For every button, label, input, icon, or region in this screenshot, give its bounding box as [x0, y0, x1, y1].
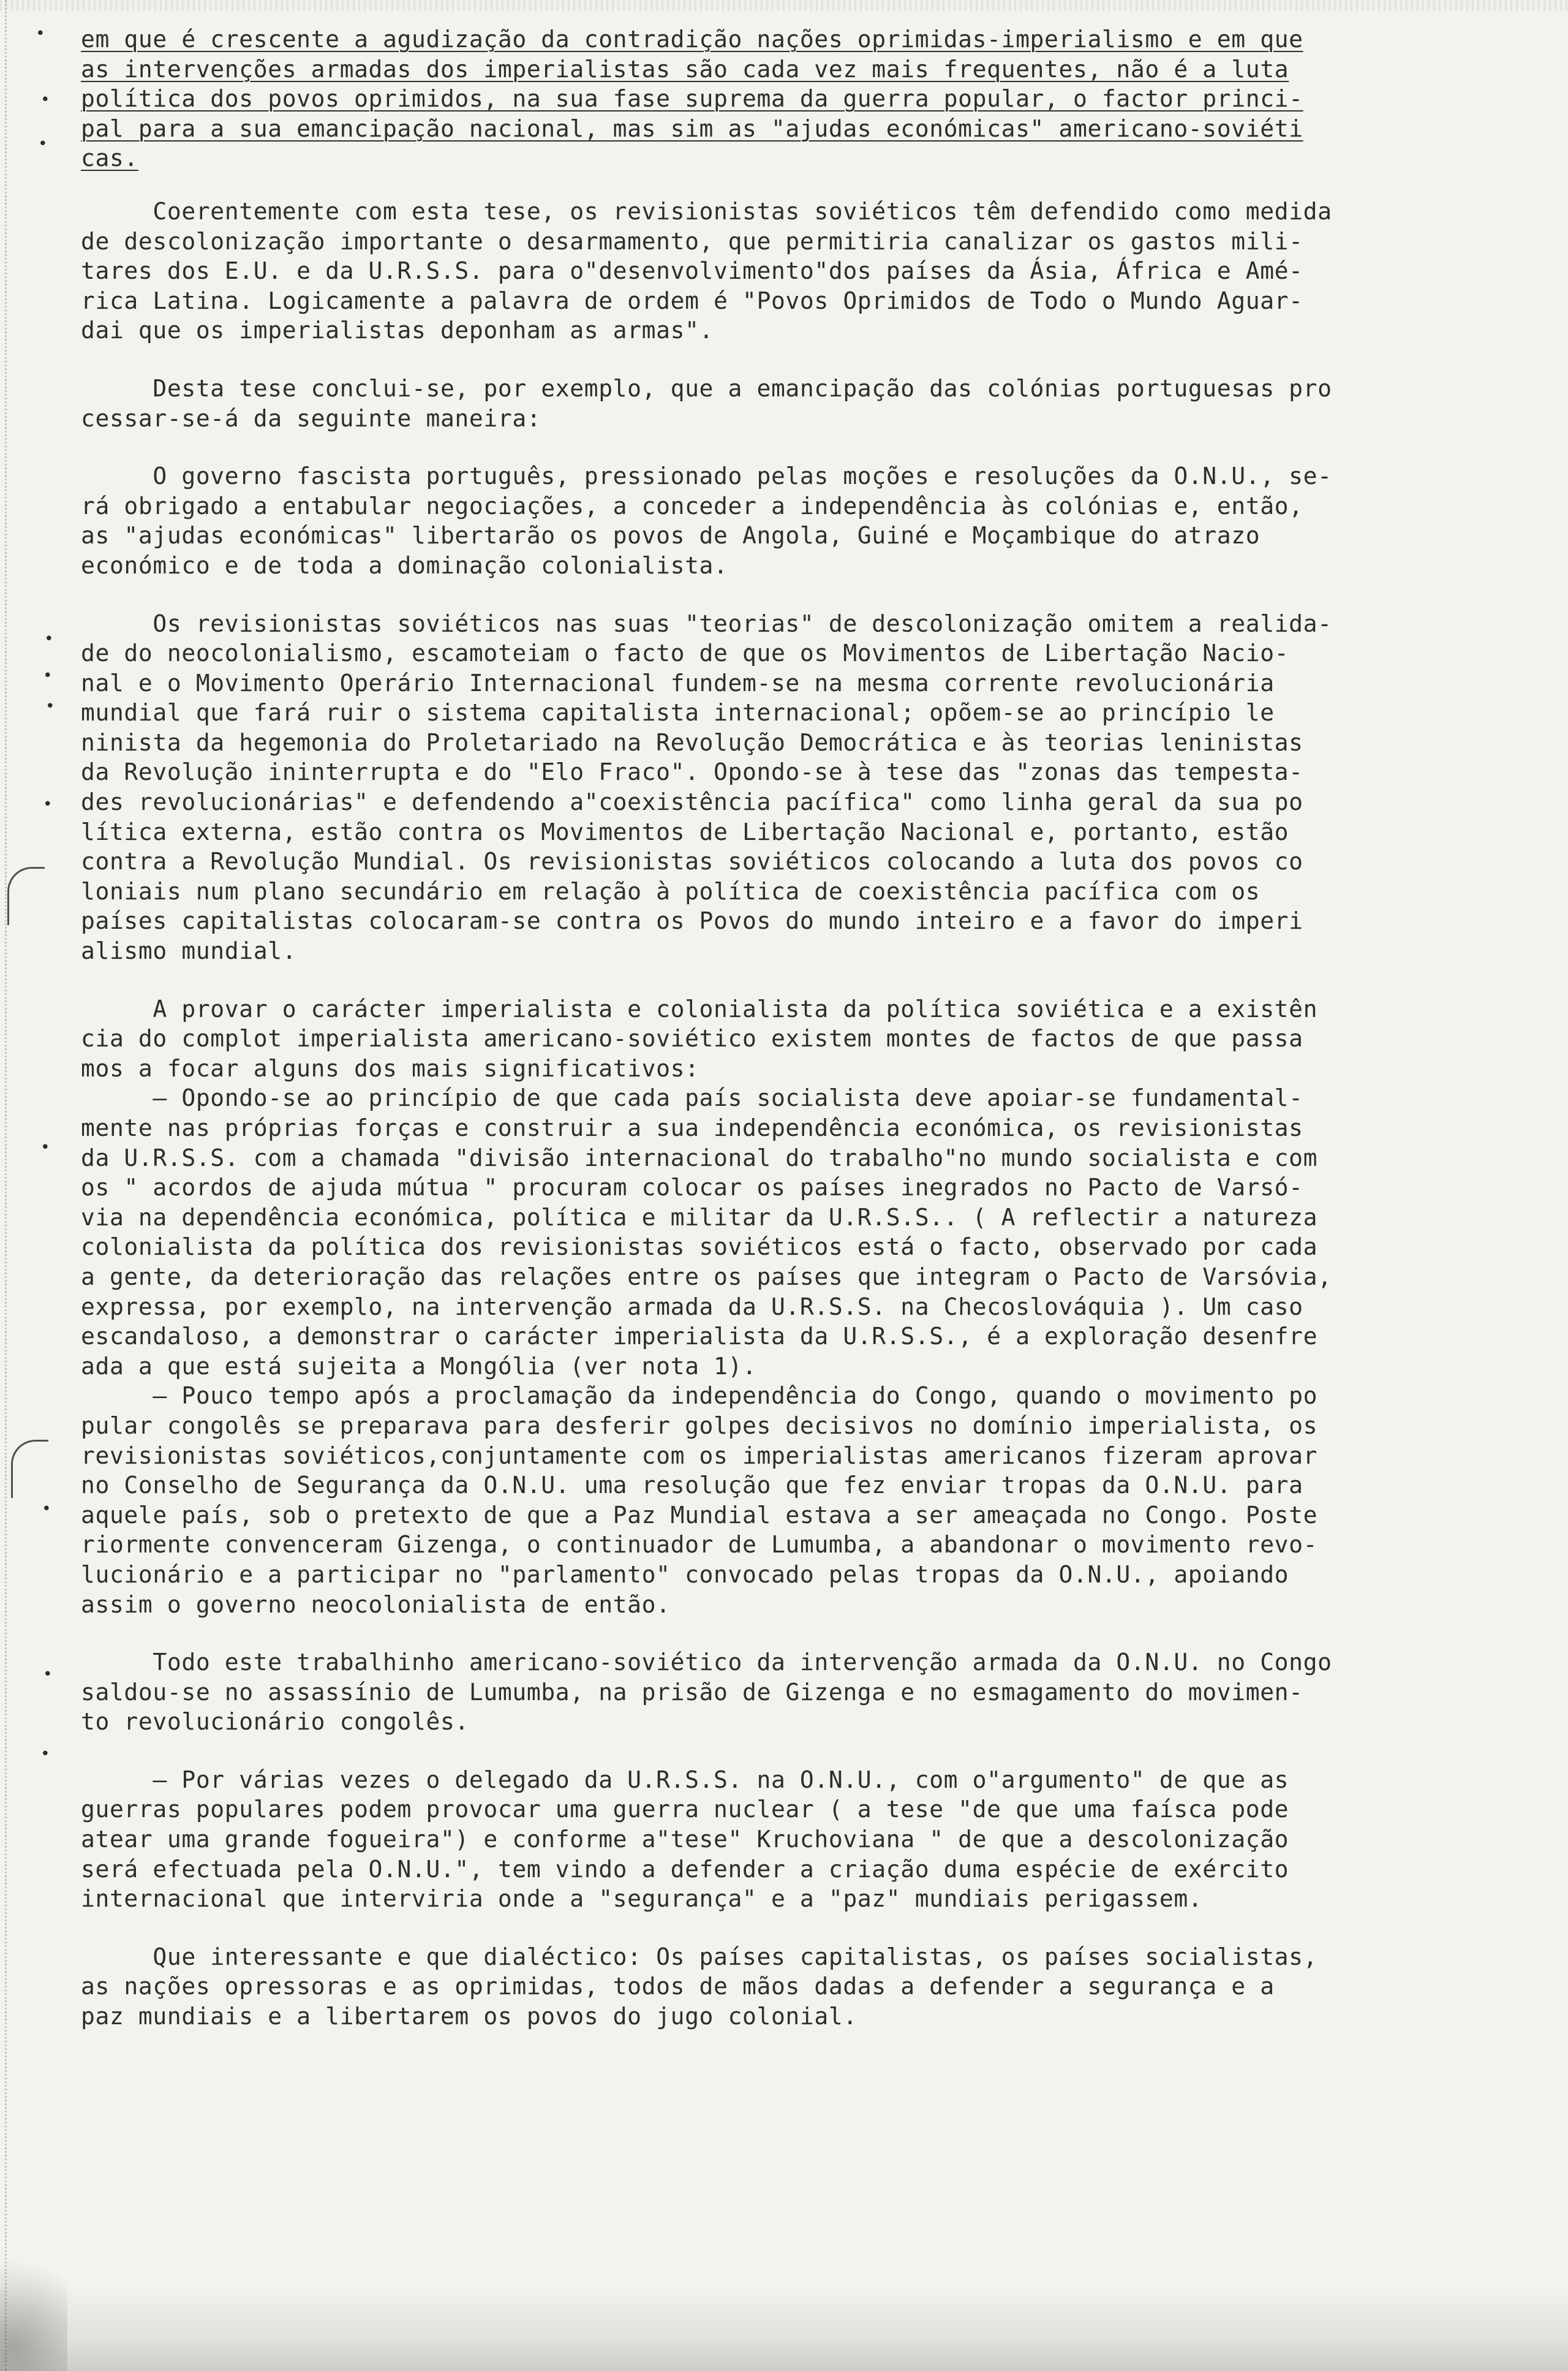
text-line: a gente, da deterioração das relações entre os países que integram o Pacto de Varsóvia, — [81, 1263, 1332, 1290]
text-line: mos a focar alguns dos mais significativos: — [81, 1054, 699, 1082]
text-line: colonialista da política dos revisionistas soviéticos está o facto, observado por cada — [81, 1233, 1318, 1261]
text-line: rá obrigado a entabular negociações, a conceder a independência às colónias e, então, — [81, 492, 1303, 520]
text-line: expressa, por exemplo, na intervenção armada da U.R.S.S. na Checoslováquia ). Um caso — [81, 1293, 1303, 1320]
text-line: as intervenções armadas dos imperialistas são cada vez mais frequentes, não é a luta — [81, 55, 1289, 83]
text-line: em que é crescente a agudização da contradição nações oprimidas-imperialismo e em que — [81, 26, 1303, 53]
paragraph-onu-delegate — [81, 1765, 1497, 1914]
paragraph-conclusion — [81, 374, 1497, 433]
text-line: cas. — [81, 145, 138, 172]
paragraph-revisionists-theories — [81, 609, 1497, 966]
text-line: — Pouco tempo após a proclamação da independência do Congo, quando o movimento po — [81, 1382, 1318, 1410]
text-line: política dos povos oprimidos, na sua fase suprema da guerra popular, o factor princi- — [81, 85, 1303, 113]
paragraph-evidence — [81, 994, 1497, 1619]
text-line: ninista da hegemonia do Proletariado na Revolução Democrática e às teorias leninistas — [81, 728, 1303, 756]
scan-top-grain — [0, 0, 1568, 11]
text-line: os " acordos de ajuda mútua " procuram colocar os países inegrados no Pacto de Varsó- — [81, 1174, 1303, 1201]
paragraph-disarmament — [81, 197, 1497, 346]
text-line: Coerentemente com esta tese, os revisionistas soviéticos têm defendido como medida — [81, 197, 1332, 225]
margin-dot-mark: • — [42, 1500, 51, 1518]
text-line: cia do complot imperialista americano-soviético existem montes de factos de que passa — [81, 1025, 1303, 1053]
margin-dot-mark: • — [40, 1138, 50, 1157]
scan-bottom-grain — [0, 2285, 1568, 2371]
margin-dot-mark: • — [38, 135, 48, 153]
text-line: — Por várias vezes o delegado da U.R.S.S. na O.N.U., com o"argumento" de que as — [81, 1766, 1289, 1793]
text-line: — Opondo-se ao princípio de que cada país socialista deve apoiar-se fundamental- — [81, 1084, 1303, 1112]
text-line: Os revisionistas soviéticos nas suas "teorias" de descolonização omitem a realida- — [81, 610, 1332, 637]
text-line: pal para a sua emancipação nacional, mas sim as "ajudas económicas" americano-soviéti — [81, 115, 1303, 142]
text-line: to revolucionário congolês. — [81, 1708, 469, 1736]
text-line: de descolonização importante o desarmamento, que permitiria canalizar os gastos mili- — [81, 227, 1303, 255]
text-line: as nações opressoras e as oprimidas, todos de mãos dadas a defender a segurança e a — [81, 1973, 1275, 2000]
text-line: será efectuada pela O.N.U.", tem vindo a defender a criação duma espécie de exército — [81, 1855, 1289, 1883]
text-line: lítica externa, estão contra os Movimentos de Libertação Nacional e, portanto, estão — [81, 818, 1289, 845]
text-line: rica Latina. Logicamente a palavra de ordem é "Povos Oprimidos de Todo o Mundo Aguar- — [81, 287, 1303, 314]
scan-corner-smudge — [0, 2236, 67, 2371]
margin-dot-mark: • — [45, 697, 55, 716]
text-line: cessar-se-á da seguinte maneira: — [81, 404, 541, 432]
text-line: países capitalistas colocaram-se contra os Povos do mundo inteiro e a favor do imperi — [81, 907, 1303, 935]
text-line: aquele país, sob o pretexto de que a Paz Mundial estava a ser ameaçada no Congo. Poste — [81, 1501, 1318, 1529]
text-line: O governo fascista português, pressionado pelas moções e resoluções da O.N.U., se- — [81, 463, 1332, 490]
margin-bracket-mark — [7, 867, 45, 925]
text-line: no Conselho de Segurança da O.N.U. uma resolução que fez enviar tropas da O.N.U. para — [81, 1472, 1303, 1499]
text-line: lucionário e a participar no "parlamento" convocado pelas tropas da O.N.U., apoiando — [81, 1560, 1289, 1588]
margin-marks — [0, 0, 74, 2371]
paragraph-intro — [81, 25, 1497, 173]
text-line: dai que os imperialistas deponham as armas". — [81, 317, 714, 344]
text-line: alismo mundial. — [81, 937, 297, 965]
text-line: mundial que fará ruir o sistema capitalista internacional; opõem-se ao princípio le — [81, 699, 1275, 727]
text-line: tares dos E.U. e da U.R.S.S. para o"desenvolvimento"dos países da Ásia, África e Amé- — [81, 257, 1303, 285]
paragraph-closing — [81, 1942, 1497, 2032]
text-line: revisionistas soviéticos,conjuntamente com os imperialistas americanos fizeram aprovar — [81, 1442, 1318, 1469]
paragraph-portuguese-government — [81, 461, 1497, 580]
text-line: Desta tese conclui-se, por exemplo, que a emancipação das colónias portuguesas pro — [81, 374, 1332, 402]
margin-dot-mark: • — [43, 1665, 53, 1684]
text-line: saldou-se no assassínio de Lumumba, na prisão de Gizenga e no esmagamento do movimen- — [81, 1678, 1303, 1706]
text-line: loniais num plano secundário em relação à política de coexistência pacífica com os — [81, 877, 1261, 905]
paragraph-congo — [81, 1647, 1497, 1737]
margin-dot-mark: • — [43, 795, 53, 814]
text-line: as "ajudas económicas" libertarão os povos de Angola, Guiné e Moçambique do atrazo — [81, 522, 1261, 550]
text-line: Que interessante e que dialéctico: Os países capitalistas, os países socialistas, — [81, 1943, 1318, 1970]
text-line: internacional que interviria onde a "segurança" e a "paz" mundiais perigassem. — [81, 1885, 1203, 1913]
document-body — [81, 25, 1497, 2032]
text-line: pular congolês se preparava para desferir golpes decisivos no domínio imperialista, os — [81, 1412, 1318, 1439]
text-line: des revolucionárias" e defendendo a"coexistência pacífica" como linha geral da sua po — [81, 788, 1303, 816]
text-line: nal e o Movimento Operário Internacional fundem-se na mesma corrente revolucionária — [81, 669, 1275, 697]
text-line: de do neocolonialismo, escamoteiam o facto de que os Movimentos de Libertação Nacio- — [81, 640, 1289, 667]
text-line: mente nas próprias forças e construir a sua independência económica, os revisionistas — [81, 1114, 1303, 1141]
text-line: contra a Revolução Mundial. Os revisionistas soviéticos colocando a luta dos povos co — [81, 848, 1303, 875]
text-line: económico e de toda a dominação colonialista. — [81, 551, 728, 579]
text-line: A provar o carácter imperialista e colonialista da política soviética e a existên — [81, 995, 1318, 1023]
text-line: via na dependência económica, política e militar da U.R.S.S.. ( A reflectir a natureza — [81, 1203, 1318, 1231]
margin-dot-mark: • — [40, 91, 50, 109]
text-line: paz mundiais e a libertarem os povos do jugo colonial. — [81, 2003, 858, 2030]
margin-dot-mark: • — [44, 630, 54, 648]
margin-dot-mark: • — [36, 25, 45, 43]
margin-dot-mark: • — [40, 1745, 50, 1763]
text-line: guerras populares podem provocar uma guerra nuclear ( a tese "de que uma faísca pode — [81, 1796, 1289, 1823]
text-line: ada a que está sujeita a Mongólia (ver nota 1). — [81, 1352, 757, 1380]
text-line: atear uma grande fogueira") e conforme a"tese" Kruchoviana " de que a descolonização — [81, 1826, 1289, 1853]
text-line: da Revolução ininterrupta e do "Elo Fraco". Opondo-se à tese das "zonas das tempesta- — [81, 758, 1303, 786]
text-line: assim o governo neocolonialista de então. — [81, 1590, 671, 1618]
text-line: Todo este trabalhinho americano-soviético da intervenção armada da O.N.U. no Congo — [81, 1649, 1332, 1676]
text-line: riormente convenceram Gizenga, o continuador de Lumumba, a abandonar o movimento revo- — [81, 1531, 1318, 1559]
margin-dot-mark: • — [43, 667, 53, 685]
text-line: escandaloso, a demonstrar o carácter imperialista da U.R.S.S., é a exploração desenfre — [81, 1323, 1318, 1350]
margin-bracket-mark — [11, 1440, 48, 1498]
text-line: da U.R.S.S. com a chamada "divisão internacional do trabalho"no mundo socialista e com — [81, 1144, 1318, 1171]
